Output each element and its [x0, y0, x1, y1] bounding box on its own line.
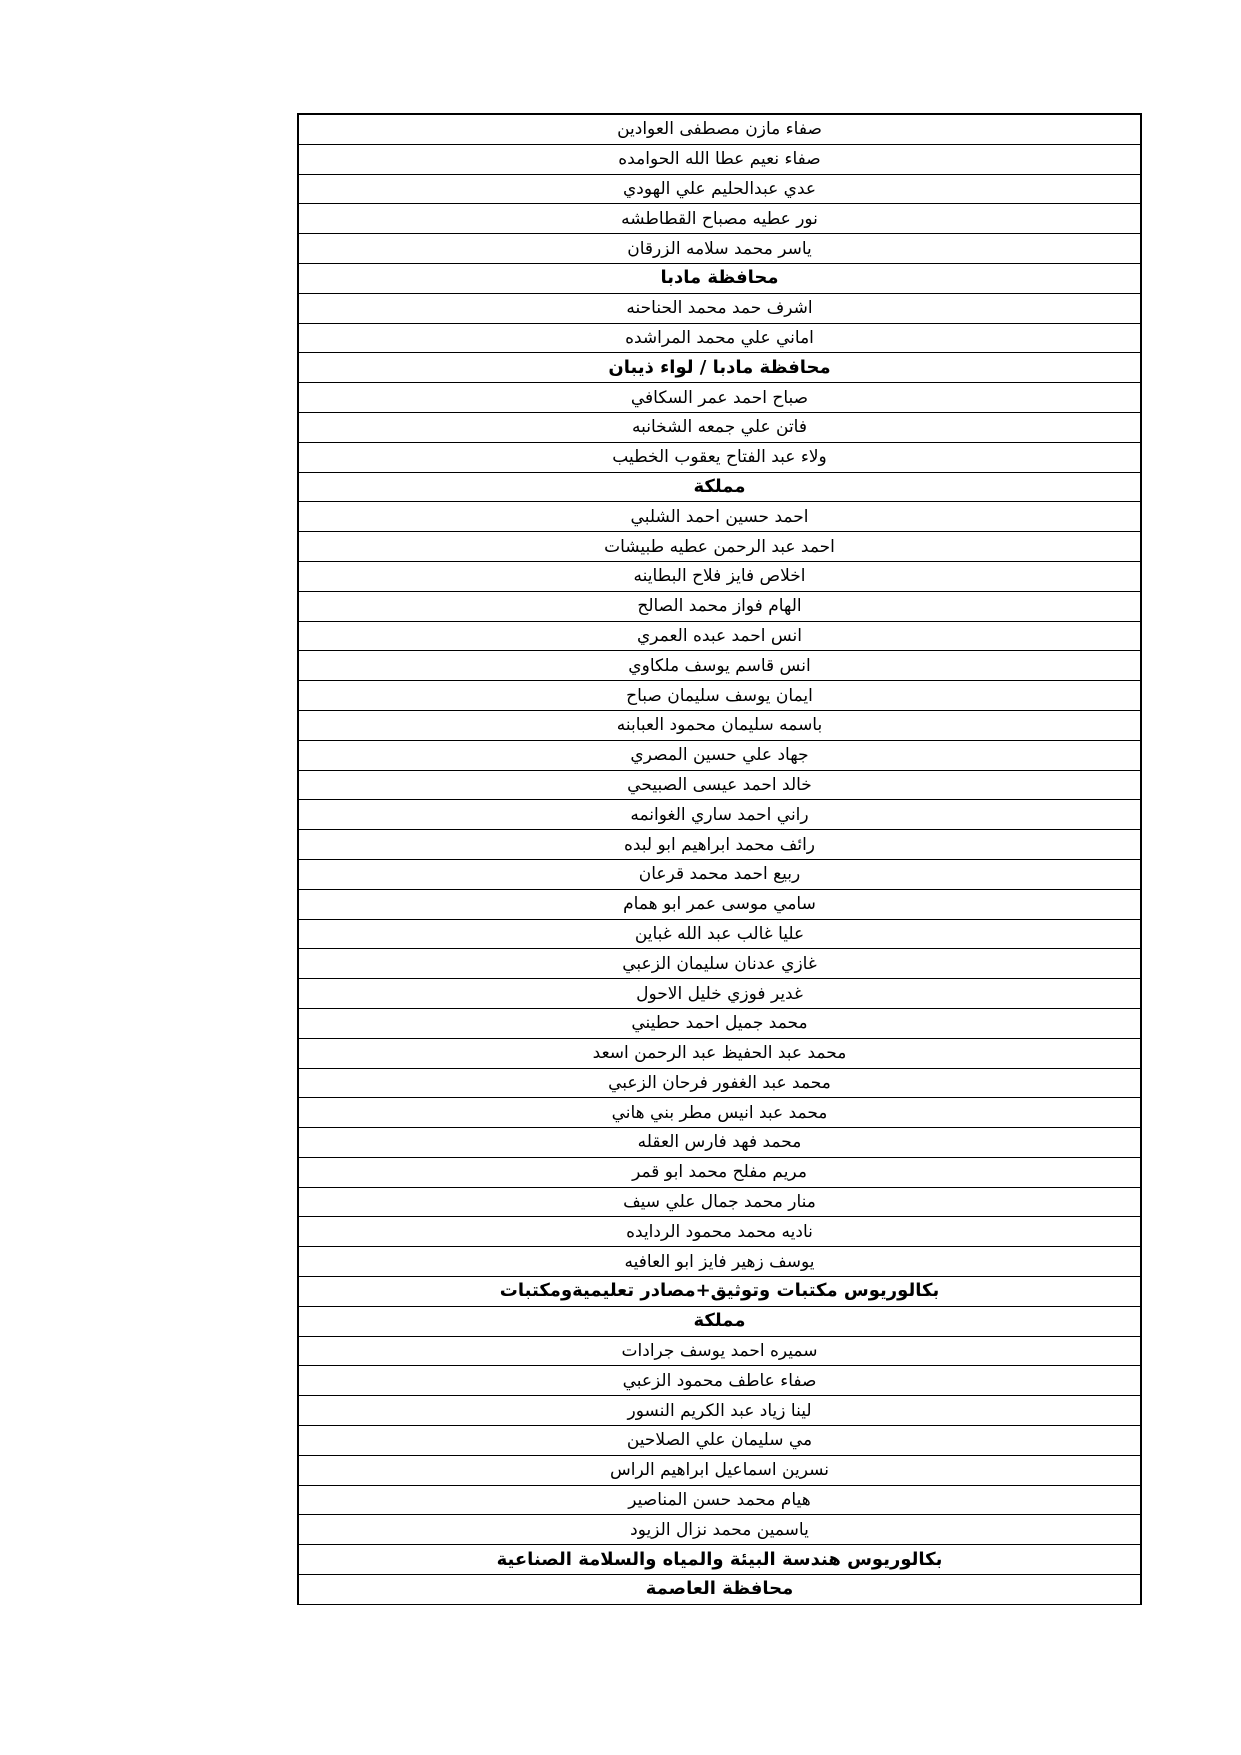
name-cell: محمد عبد الغفور فرحان الزعبي	[298, 1068, 1141, 1098]
section-header-cell: بكالوريوس مكتبات وتوثيق+مصادر تعليميةومكتبات	[298, 1277, 1141, 1307]
name-cell: ربيع احمد محمد قرعان	[298, 859, 1141, 889]
name-cell: هيام محمد حسن المناصير	[298, 1485, 1141, 1515]
table-row	[298, 859, 1141, 889]
name-cell: غازي عدنان سليمان الزعبي	[298, 949, 1141, 979]
name-cell: جهاد علي حسين المصري	[298, 740, 1141, 770]
section-header-cell: محافظة العاصمة	[298, 1575, 1141, 1605]
section-header-row	[298, 1545, 1141, 1575]
name-cell: ياسمين محمد نزال الزيود	[298, 1515, 1141, 1545]
table-row	[298, 1366, 1141, 1396]
section-header-row	[298, 1306, 1141, 1336]
name-cell: عدي عبدالحليم علي الهودي	[298, 174, 1141, 204]
name-cell: منار محمد جمال علي سيف	[298, 1187, 1141, 1217]
table-row	[298, 979, 1141, 1009]
table-row	[298, 1217, 1141, 1247]
table-row	[298, 830, 1141, 860]
table-row	[298, 1008, 1141, 1038]
table-row	[298, 1157, 1141, 1187]
name-cell: احمد عبد الرحمن عطيه طبيشات	[298, 532, 1141, 562]
table-row	[298, 1455, 1141, 1485]
table-row	[298, 651, 1141, 681]
table-row	[298, 383, 1141, 413]
table-row	[298, 1068, 1141, 1098]
name-cell: اشرف حمد محمد الحناحنه	[298, 293, 1141, 323]
table-row	[298, 949, 1141, 979]
name-cell: اماني علي محمد المراشده	[298, 323, 1141, 353]
name-cell: مريم مفلح محمد ابو قمر	[298, 1157, 1141, 1187]
table-row	[298, 740, 1141, 770]
table-row	[298, 114, 1141, 144]
table-row	[298, 919, 1141, 949]
table-row	[298, 1128, 1141, 1158]
name-cell: ناديه محمد محمود الردايده	[298, 1217, 1141, 1247]
name-cell: ايمان يوسف سليمان صباح	[298, 681, 1141, 711]
name-cell: صباح احمد عمر السكافي	[298, 383, 1141, 413]
name-cell: محمد عبد الحفيظ عبد الرحمن اسعد	[298, 1038, 1141, 1068]
table-row	[298, 293, 1141, 323]
name-cell: ولاء عبد الفتاح يعقوب الخطيب	[298, 442, 1141, 472]
section-header-cell: بكالوريوس هندسة البيئة والمياه والسلامة الصناعية	[298, 1545, 1141, 1575]
name-cell: باسمه سليمان محمود العبابنه	[298, 710, 1141, 740]
table-row	[298, 770, 1141, 800]
name-cell: فاتن علي جمعه الشخانبه	[298, 412, 1141, 442]
section-header-cell: مملكة	[298, 1306, 1141, 1336]
table-row	[298, 174, 1141, 204]
table-row	[298, 1038, 1141, 1068]
name-cell: يوسف زهير فايز ابو العافيه	[298, 1247, 1141, 1277]
table-row	[298, 681, 1141, 711]
names-table	[297, 113, 1142, 1605]
name-cell: نور عطيه مصباح القطاطشه	[298, 204, 1141, 234]
name-cell: الهام فواز محمد الصالح	[298, 591, 1141, 621]
table-row	[298, 800, 1141, 830]
table-row	[298, 1426, 1141, 1456]
name-cell: غدير فوزي خليل الاحول	[298, 979, 1141, 1009]
name-cell: صفاء عاطف محمود الزعبي	[298, 1366, 1141, 1396]
table-row	[298, 144, 1141, 174]
table-row	[298, 1336, 1141, 1366]
table-row	[298, 889, 1141, 919]
section-header-row	[298, 1575, 1141, 1605]
section-header-cell: مملكة	[298, 472, 1141, 502]
table-row	[298, 621, 1141, 651]
table-row	[298, 532, 1141, 562]
name-cell: سميره احمد يوسف جرادات	[298, 1336, 1141, 1366]
name-cell: احمد حسين احمد الشلبي	[298, 502, 1141, 532]
name-cell: رائف محمد ابراهيم ابو لبده	[298, 830, 1141, 860]
table-row	[298, 412, 1141, 442]
section-header-cell: محافظة مادبا / لواء ذيبان	[298, 353, 1141, 383]
name-cell: راني احمد ساري الغوانمه	[298, 800, 1141, 830]
name-cell: مي سليمان علي الصلاحين	[298, 1426, 1141, 1456]
section-header-row	[298, 472, 1141, 502]
table-row	[298, 323, 1141, 353]
section-header-row	[298, 263, 1141, 293]
name-cell: سامي موسى عمر ابو همام	[298, 889, 1141, 919]
table-row	[298, 710, 1141, 740]
table-row	[298, 1515, 1141, 1545]
section-header-cell: محافظة مادبا	[298, 263, 1141, 293]
table-row	[298, 1485, 1141, 1515]
name-cell: عليا غالب عبد الله غباين	[298, 919, 1141, 949]
table-row	[298, 561, 1141, 591]
name-cell: محمد عبد انيس مطر بني هاني	[298, 1098, 1141, 1128]
name-cell: محمد فهد فارس العقله	[298, 1128, 1141, 1158]
table-row	[298, 204, 1141, 234]
table-row	[298, 1396, 1141, 1426]
name-cell: نسرين اسماعيل ابراهيم الراس	[298, 1455, 1141, 1485]
name-cell: صفاء مازن مصطفى العوادين	[298, 114, 1141, 144]
section-header-row	[298, 353, 1141, 383]
name-cell: اخلاص فايز فلاح البطاينه	[298, 561, 1141, 591]
table-row	[298, 234, 1141, 264]
name-cell: صفاء نعيم عطا الله الحوامده	[298, 144, 1141, 174]
table-row	[298, 442, 1141, 472]
table-row	[298, 591, 1141, 621]
name-cell: خالد احمد عيسى الصبيحي	[298, 770, 1141, 800]
names-table-body	[298, 114, 1141, 1604]
name-cell: لينا زياد عبد الكريم النسور	[298, 1396, 1141, 1426]
section-header-row	[298, 1277, 1141, 1307]
name-cell: محمد جميل احمد حطيني	[298, 1008, 1141, 1038]
table-row	[298, 502, 1141, 532]
name-cell: ياسر محمد سلامه الزرقان	[298, 234, 1141, 264]
name-cell: انس قاسم يوسف ملكاوي	[298, 651, 1141, 681]
table-row	[298, 1098, 1141, 1128]
table-row	[298, 1247, 1141, 1277]
name-cell: انس احمد عبده العمري	[298, 621, 1141, 651]
table-row	[298, 1187, 1141, 1217]
